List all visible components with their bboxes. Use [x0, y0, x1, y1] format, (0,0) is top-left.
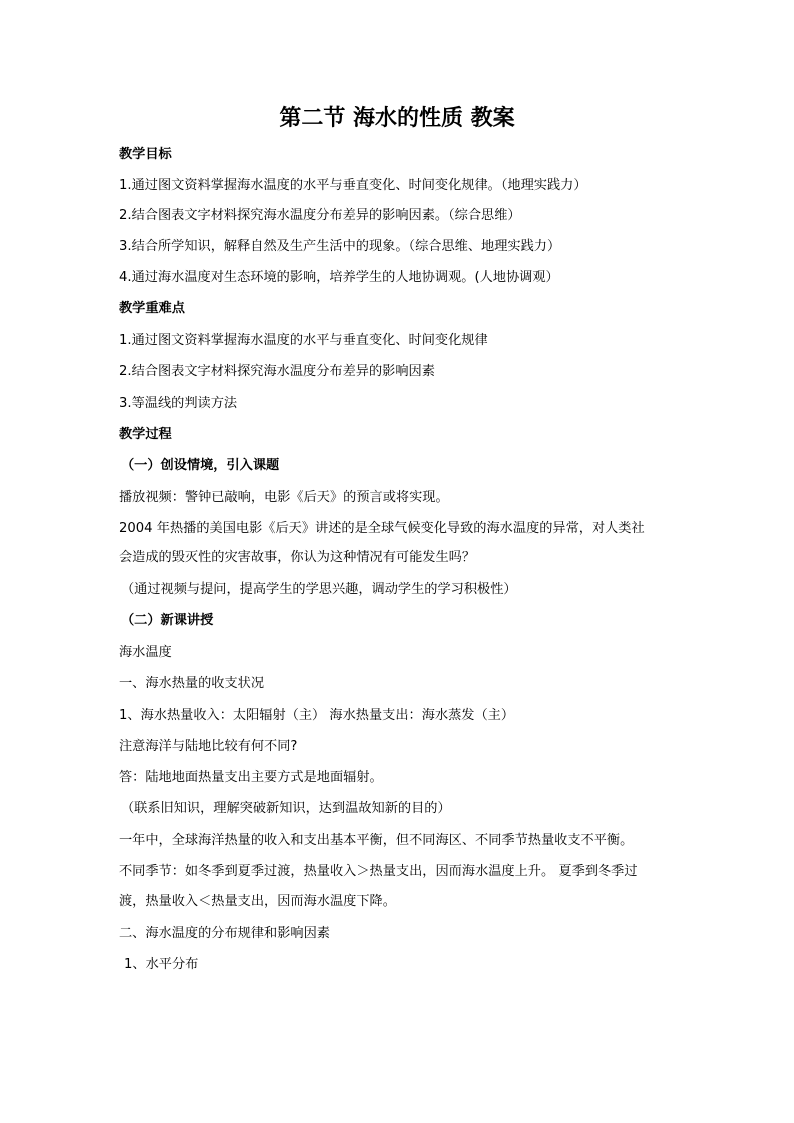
paragraph-line: 播放视频：警钟已敲响，电影《后天》的预言或将实现。 [119, 490, 449, 505]
paragraph-line: 1、海水热量收入：太阳辐射（主） 海水热量支出：海水蒸发（主） [119, 708, 515, 723]
process-part2-heading: （二）新课讲授 [121, 613, 214, 628]
goal-item-2: 2.结合图表文字材料探究海水温度分布差异的影响因素。（综合思维） [119, 208, 521, 223]
paragraph-line: （联系旧知识，理解突破新知识，达到温故知新的目的） [121, 801, 451, 816]
key-point-item-2: 2.结合图表文字材料探究海水温度分布差异的影响因素 [119, 364, 435, 379]
paragraph-line: 不同季节：如冬季到夏季过渡，热量收入＞热量支出，因而海水温度上升。 夏季到冬季过 [119, 864, 638, 879]
page-title: 第二节 海水的性质 教案 [279, 106, 515, 131]
paragraph-line: 1、水平分布 [124, 957, 199, 972]
paragraph-line: 会造成的毁灭性的灾害故事，你认为这种情况有可能发生吗？ [119, 550, 476, 565]
goal-item-1: 1.通过图文资料掌握海水温度的水平与垂直变化、时间变化规律。（地理实践力） [119, 178, 587, 193]
paragraph-line: 一、海水热量的收支状况 [119, 676, 265, 691]
paragraph-line: 注意海洋与陆地比较有何不同? [119, 739, 298, 754]
process-part1-heading: （一）创设情境，引入课题 [121, 458, 280, 473]
paragraph-line: 渡，热量收入＜热量支出，因而海水温度下降。 [119, 894, 396, 909]
key-point-item-3: 3.等温线的判读方法 [119, 396, 238, 411]
process-heading: 教学过程 [119, 427, 172, 442]
paragraph-line: 一年中，全球海洋热量的收入和支出基本平衡，但不同海区、不同季节热量收支不平衡。 [119, 833, 634, 848]
paragraph-line: 海水温度 [119, 645, 172, 660]
paragraph-line: 答：陆地地面热量支出主要方式是地面辐射。 [119, 770, 383, 785]
goal-item-3: 3.结合所学知识，解释自然及生产生活中的现象。（综合思维、地理实践力） [119, 239, 561, 254]
paragraph-line: 二、海水温度的分布规律和影响因素 [119, 926, 330, 941]
key-points-heading: 教学重难点 [119, 301, 185, 316]
goal-item-4: 4.通过海水温度对生态环境的影响，培养学生的人地协调观。(人地协调观） [119, 270, 559, 285]
paragraph-line: 2004 年热播的美国电影《后天》讲述的是全球气候变化导致的海水温度的异常，对人类社 [119, 521, 645, 536]
paragraph-line: （通过视频与提问，提高学生的学思兴趣，调动学生的学习积极性） [121, 582, 517, 597]
goals-heading: 教学目标 [119, 147, 172, 162]
key-point-item-1: 1.通过图文资料掌握海水温度的水平与垂直变化、时间变化规律 [119, 333, 488, 348]
